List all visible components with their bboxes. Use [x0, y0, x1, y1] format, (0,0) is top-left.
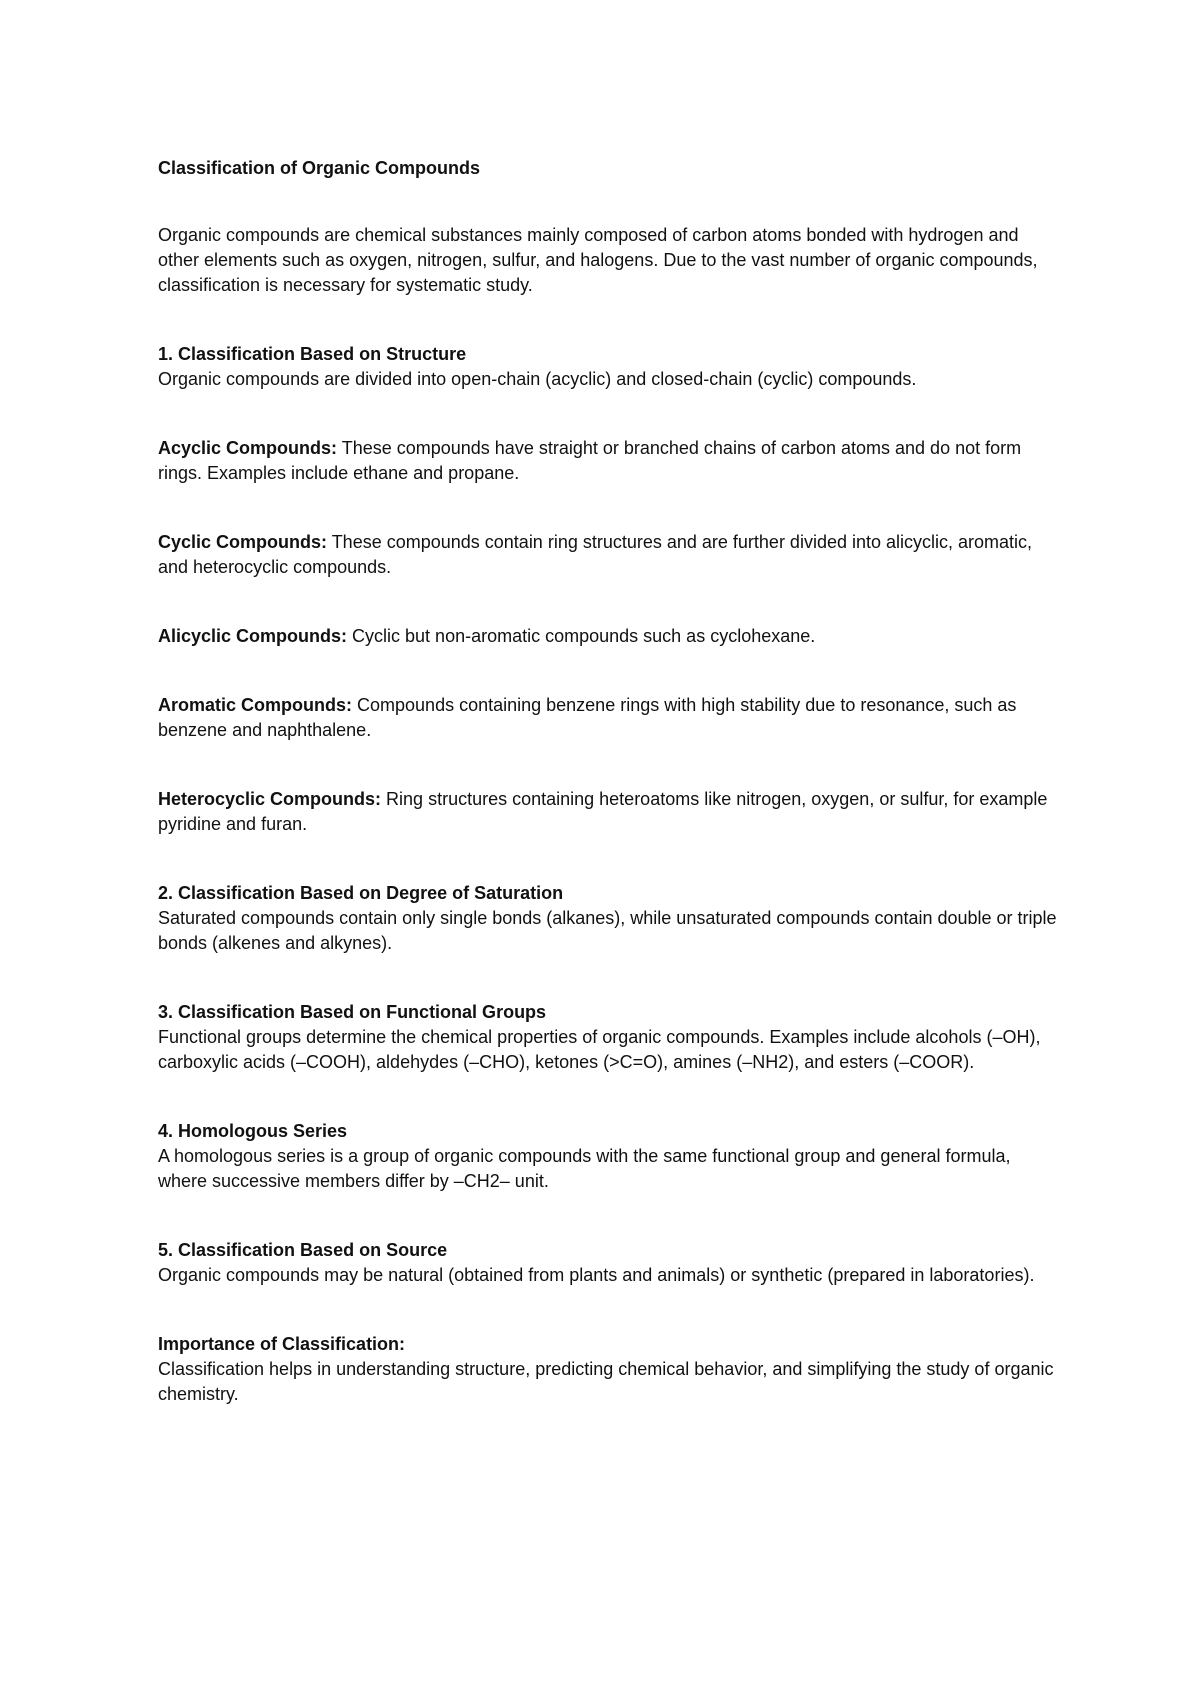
term-alicyclic	[158, 624, 1058, 649]
term-text-alicyclic: Cyclic but non-aromatic compounds such as cyclohexane.	[347, 626, 816, 646]
section-saturation	[158, 881, 1058, 956]
section-text-structure: Organic compounds are divided into open-chain (acyclic) and closed-chain (cyclic) compounds.	[158, 369, 917, 389]
term-heterocyclic	[158, 787, 1058, 837]
section-heading-functional-groups: 3. Classification Based on Functional Groups	[158, 1002, 547, 1022]
section-functional-groups	[158, 1000, 1058, 1075]
section-heading-structure: 1. Classification Based on Structure	[158, 344, 467, 364]
document-body	[158, 156, 1058, 1451]
section-source	[158, 1238, 1058, 1288]
term-acyclic	[158, 436, 1058, 486]
term-cyclic	[158, 530, 1058, 580]
term-text-acyclic: These compounds have straight or branched chains of carbon atoms and do not form rings. Examples include ethane and propane.	[158, 438, 1022, 483]
section-homologous-series	[158, 1119, 1058, 1194]
term-text-heterocyclic: Ring structures containing heteroatoms like nitrogen, oxygen, or sulfur, for example pyridine and furan.	[158, 789, 1048, 834]
section-text-importance: Classification helps in understanding structure, predicting chemical behavior, and simplifying the study of organic chemistry.	[158, 1359, 1054, 1404]
section-text-homologous-series: A homologous series is a group of organic compounds with the same functional group and general formula, where successive members differ by –CH2– unit.	[158, 1146, 1011, 1191]
section-heading-source: 5. Classification Based on Source	[158, 1240, 448, 1260]
term-label-aromatic: Aromatic Compounds:	[158, 695, 353, 715]
section-text-saturation: Saturated compounds contain only single bonds (alkanes), while unsaturated compounds contain double or triple bonds (alkenes and alkynes).	[158, 908, 1057, 953]
section-heading-homologous-series: 4. Homologous Series	[158, 1121, 348, 1141]
section-text-source: Organic compounds may be natural (obtained from plants and animals) or synthetic (prepared in laboratories).	[158, 1265, 1035, 1285]
term-text-aromatic: Compounds containing benzene rings with high stability due to resonance, such as benzene and naphthalene.	[158, 695, 1017, 740]
term-label-alicyclic: Alicyclic Compounds:	[158, 626, 348, 646]
intro-paragraph: Organic compounds are chemical substances mainly composed of carbon atoms bonded with hydrogen and other elements such as oxygen, nitrogen, sulfur, and halogens. Due to the vast number of organic compounds, classification is necessary for systematic study.	[158, 225, 1038, 295]
term-label-acyclic: Acyclic Compounds:	[158, 438, 338, 458]
section-importance	[158, 1332, 1058, 1407]
section-structure	[158, 342, 1058, 392]
term-text-cyclic: These compounds contain ring structures and are further divided into alicyclic, aromatic, and heterocyclic compounds.	[158, 532, 1033, 577]
term-label-cyclic: Cyclic Compounds:	[158, 532, 328, 552]
section-heading-saturation: 2. Classification Based on Degree of Saturation	[158, 883, 564, 903]
section-heading-importance: Importance of Classification:	[158, 1334, 406, 1354]
term-aromatic	[158, 693, 1058, 743]
document-title: Classification of Organic Compounds	[158, 158, 481, 178]
term-label-heterocyclic: Heterocyclic Compounds:	[158, 789, 382, 809]
section-text-functional-groups: Functional groups determine the chemical properties of organic compounds. Examples include alcohols (–OH), carboxylic acids (–COOH), aldehydes (–CHO), ketones (>C=O), amines (–NH2), and esters (–COOR).	[158, 1027, 1041, 1072]
